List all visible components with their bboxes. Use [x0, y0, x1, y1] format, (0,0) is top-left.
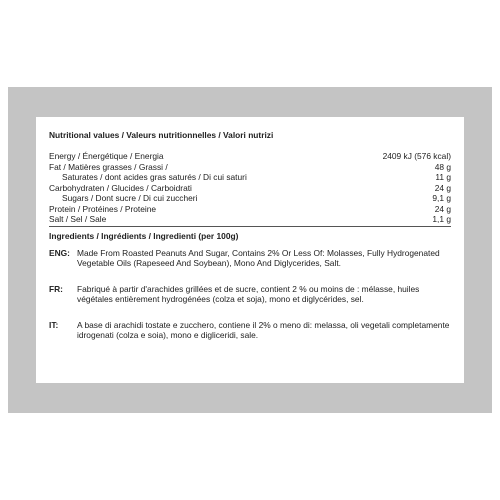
ingredients-title: Ingredients / Ingrédients / Ingredienti (per 100g) — [49, 230, 239, 241]
label-card — [36, 117, 464, 383]
nutrition-value: 2409 kJ (576 kcal) — [382, 151, 451, 161]
nutrition-row-saturates — [49, 172, 451, 183]
ingredients-text: A base di arachidi tostate e zucchero, contiene il 2% o meno di: melassa, oli vegetali completamente idrogenati (colza e soia), mono e digliceridi, sale. — [77, 319, 450, 340]
nutrition-label: Carbohydraten / Glucides / Carboidrati — [49, 182, 192, 193]
nutrition-label: Protein / Protéines / Proteine — [49, 203, 157, 214]
nutrition-value: 1,1 g — [432, 214, 451, 224]
nutrition-value: 11 g — [435, 172, 451, 182]
nutrition-label: Fat / Matières grasses / Grassi / — [49, 161, 168, 172]
nutrition-value: 24 g — [434, 203, 451, 214]
nutrition-row-carbohydrate — [49, 183, 451, 194]
nutrition-value: 48 g — [434, 161, 451, 172]
label-content — [49, 130, 451, 341]
nutrition-row-sugars — [49, 193, 451, 204]
section-divider — [49, 226, 451, 227]
nutrition-row-fat — [49, 162, 451, 173]
nutrition-label: Sugars / Dont sucre / Di cui zuccheri — [62, 193, 198, 203]
nutrition-title: Nutritional values / Valeurs nutritionnelles / Valori nutrizi — [49, 130, 274, 140]
nutrition-label: Saturates / dont acides gras saturés / Di cui saturi — [62, 172, 247, 182]
nutrition-value: 9,1 g — [432, 193, 451, 203]
ingredients-english — [49, 248, 451, 269]
language-code: IT: — [49, 319, 59, 330]
nutrition-row-salt — [49, 214, 451, 225]
ingredients-text: Fabriqué à partir d'arachides grillées et de sucre, contient 2 % ou moins de : mélasse, huiles végétales entièrement hydrogénées (colza et soja), mono et diglycérides, sel. — [77, 283, 420, 304]
ingredients-italian — [49, 320, 451, 341]
nutrition-value: 24 g — [434, 182, 451, 193]
nutrition-row-protein — [49, 204, 451, 215]
nutrition-table — [49, 151, 451, 225]
ingredients-text: Made From Roasted Peanuts And Sugar, Contains 2% Or Less Of: Molasses, Fully Hydrogenated Vegetable Oils (Rapeseed And Soybean), Mono And Diglycerides, Salt. — [77, 247, 440, 268]
language-code: FR: — [49, 283, 63, 294]
nutrition-label: Energy / Énergétique / Energia — [49, 151, 164, 161]
nutrition-row-energy — [49, 151, 451, 162]
ingredients-french — [49, 284, 451, 305]
language-code: ENG: — [49, 247, 70, 258]
nutrition-label: Salt / Sel / Sale — [49, 214, 107, 224]
